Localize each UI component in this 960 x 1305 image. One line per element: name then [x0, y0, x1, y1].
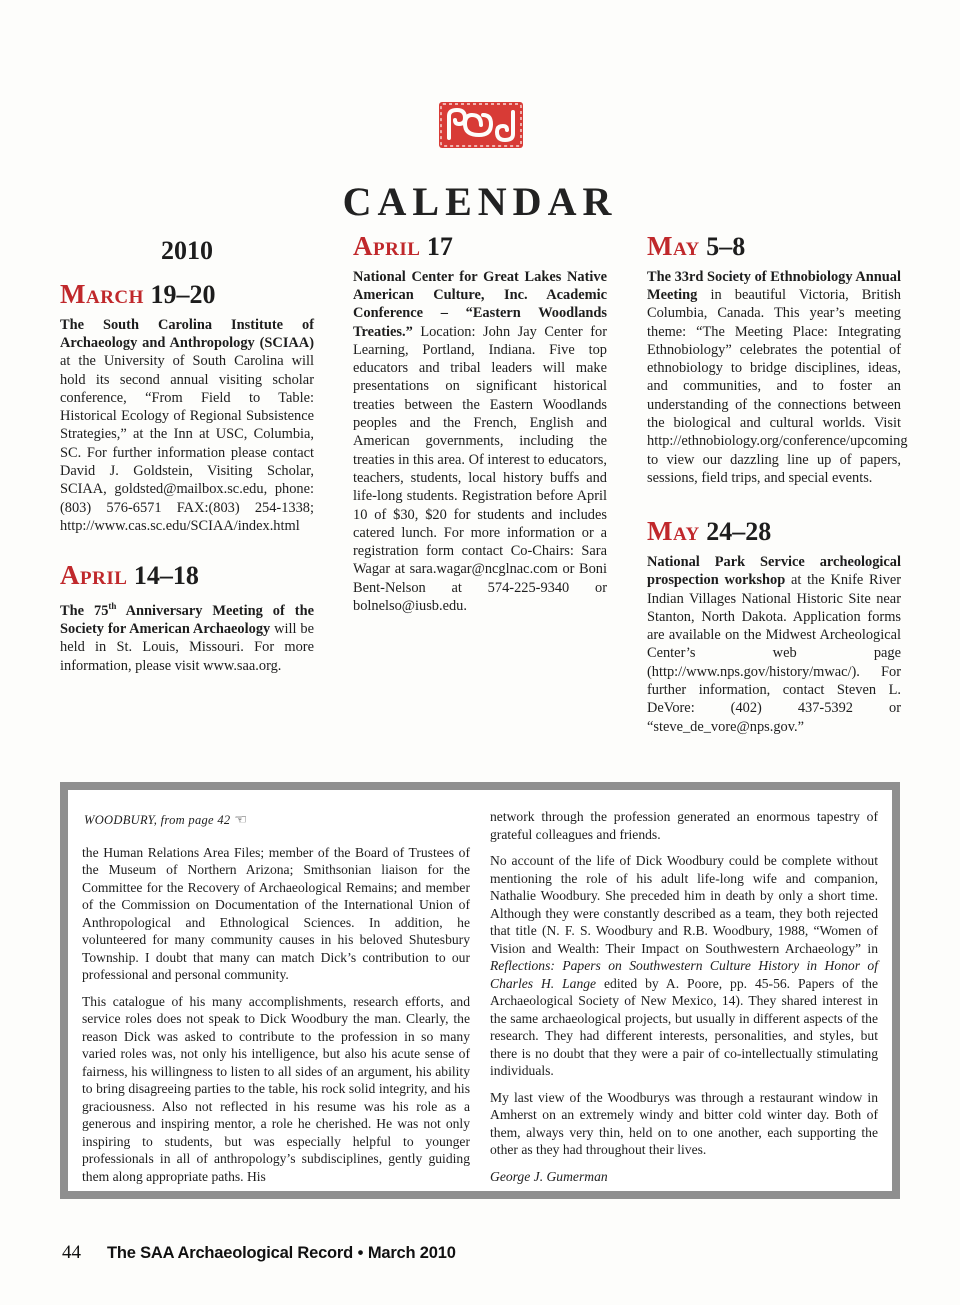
footer-separator: • — [357, 1244, 364, 1262]
event-description: National Center for Great Lakes Native American Culture, Inc. Academic Conference – “Eastern Woodlands Treaties.” Location: John Jay Center for Learning, Portland, Indiana. Five top educators and tribal leaders will make presentations on significant historical treaties between the Eastern Woodlands peoples and the French, English and American governments, including the treaties in this area. Of interest to educators, teachers, students, local history buffs and life-long students. Registration before April 10 of $30, $20 for students and includes catered lunch. For more information or a registration form contact Co-Chairs: Sara Wagar at sara.wagar@ncglnac.com or Boni Bent-Nelson at 574-225-9340 or bolnelso@iusb.edu. — [353, 268, 607, 615]
continued-from-label: WOODBURY, from page 42 ☜ — [84, 813, 248, 828]
box-column-left — [82, 804, 470, 1194]
page-title: CALENDAR — [342, 179, 618, 224]
article-paragraph: This catalogue of his many accomplishments, research efforts, and service roles does not speak to Dick Woodbury the man. Clearly, the reason Dick was asked to contribute to the profession in so many varied roles was, not only his intelligence, but also his acute sense of fairness, his willingness to listen to all sides of an argument, his ability to bring disagreeing parties to the table, his rock solid integrity, and his graciousness. Also not reflected in his resume was his role as a generous and inspiring mentor, a role he cherished. He was not only inspiring to students, but was especially helpful to younger professionals in all of anthropology’s subdisciplines, gently guiding them along appropriate paths. His — [82, 993, 470, 1184]
article-paragraph: network through the profession generated an enormous tapestry of grateful colleagues and friends. — [490, 809, 878, 842]
event-description: The South Carolina Institute of Archaeology and Anthropology (SCIAA) at the University of South Carolina will hold its second annual visiting scholar conference, “From Field to Table: Historical Ecology of Regional Subsistence Strategies,” at the Inn at USC, Columbia, SC. For further information please contact David J. Goldstein, Visiting Scholar, SCIAA, goldsted@mailbox.sc.edu, phone: (803) 576-6571 FAX:(803) 254-1338; http://www.cas.sc.edu/SCIAA/index.html — [60, 316, 314, 534]
spiral-logo-icon — [439, 102, 523, 148]
event-entry — [647, 517, 901, 736]
continued-article-box — [60, 782, 900, 1199]
pointing-hand-icon: ☜ — [234, 813, 248, 828]
box-column-right — [490, 808, 878, 1185]
event-date-heading: May 5–8 — [647, 231, 746, 261]
year-heading: 2010 — [161, 236, 213, 265]
event-entry — [60, 280, 314, 535]
journal-title: The SAA Archaeological Record — [107, 1244, 354, 1262]
article-paragraph: My last view of the Woodburys was through a restaurant window in Amherst on an extremely windy and bitter cold winter day. Both of them, always very thin, held on to one another, each supporting the other as they had throughout their lives. — [490, 1089, 878, 1157]
page-number: 44 — [62, 1242, 81, 1263]
event-entry — [647, 231, 908, 487]
event-entry — [353, 232, 607, 615]
issue-date: March 2010 — [367, 1244, 456, 1262]
event-date-heading: May 24–28 — [647, 516, 772, 547]
event-description: National Park Service archeological prospection workshop at the Knife River Indian Villages National Historic Site near Stanton, North Dakota. Application forms are available on the Midwest Archeological Center’s web page (http://www.nps.gov/history/mwac/). For further information, contact Steven L. DeVore: (402) 437-5392 or “steve_de_vore@nps.gov.” — [647, 553, 902, 735]
author-signature: George J. Gumerman — [490, 1168, 608, 1184]
page-footer — [62, 1242, 456, 1264]
event-description: The 33rd Society of Ethnobiology Annual Meeting in beautiful Victoria, British Columbia, Canada. This year’s meeting theme: “The Meeting Place: Integrating Ethnobiology” celebrates the potential of ethnobiology to bridge disciplines, ideas, and communities, and to foster an understanding of the connections between the biological and cultural worlds. Visit http://ethnobiology.org/conference/upcoming to view our dazzling line up of papers, sessions, field trips, and special events. — [647, 268, 908, 486]
event-entry — [60, 561, 314, 675]
article-paragraph: the Human Relations Area Files; member of the Board of Trustees of the Museum of Northern Arizona; Smithsonian liaison for the Committee for the Recovery of Archaeological Remains; and member of the Commission on Documentation of the International Union of Anthropological and Ethnological Sciences. In addition, he volunteered for many community causes in his beloved Shutesbury Township. I doubt that many can match Dick’s contribution to our professional and personal community. — [82, 844, 470, 982]
event-date-heading: April 17 — [353, 231, 453, 261]
article-paragraph: No account of the life of Dick Woodbury could be complete without mentioning the role of his adult life-long wife and companion, Nathalie Woodbury. She preceded him in death by only a short time. Although they were constantly described as a team, they both rejected that title (N. F. S. Woodbury and R.B. Woodbury, 1988, “Women of Vision and Wealth: Their Impact on Southwestern Archaeology” in Reflections: Papers on Southwestern Culture History in Honor of Charles H. Lange edited by A. Poore, pp. 45-56. Papers of the Archaeological Society of New Mexico, 14). They shared interest in the same archaeological projects, but usually in different aspects of the research. They had different interests, personalities, and styles, but there is no doubt that they were a pair of co-intellectually stimulating individuals. — [490, 853, 878, 1078]
calendar-column-1 — [60, 232, 314, 701]
event-date-heading: April 14–18 — [60, 560, 199, 591]
event-date-heading: March 19–20 — [60, 279, 216, 309]
calendar-column-2 — [353, 232, 607, 641]
event-description: The 75th Anniversary Meeting of the Society for American Archaeology will be held in St. Louis, Missouri. For more information, please visit www.saa.org. — [60, 600, 314, 674]
calendar-column-3 — [647, 231, 908, 762]
